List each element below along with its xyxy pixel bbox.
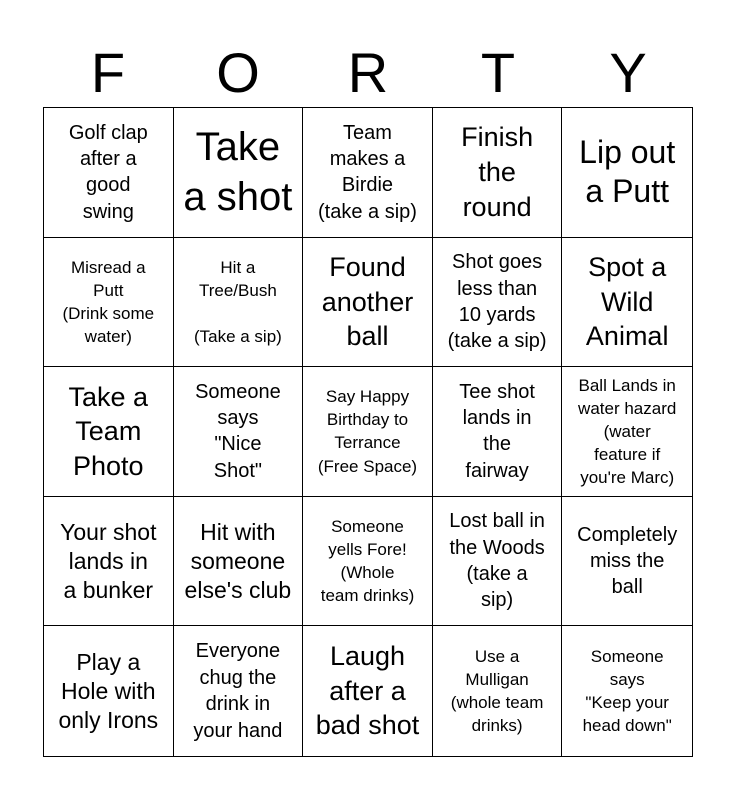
bingo-cell-text: Lost ball in the Woods (take a sip) bbox=[449, 510, 545, 612]
bingo-cell-text: Take a Team Photo bbox=[68, 381, 149, 481]
bingo-cell-text: Someone yells Fore! (Whole team drinks) bbox=[320, 516, 415, 606]
bingo-header bbox=[43, 40, 693, 106]
bingo-cell-text: Hit a Tree/Bush (Take a sip) bbox=[193, 257, 282, 346]
header-letter-r: R bbox=[347, 41, 389, 104]
bingo-cell[interactable] bbox=[303, 626, 433, 756]
bingo-cell-text: Found another ball bbox=[321, 252, 414, 352]
bingo-cell[interactable] bbox=[562, 238, 692, 368]
bingo-cell[interactable] bbox=[174, 108, 304, 238]
bingo-cell-text: Team makes a Birdie (take a sip) bbox=[318, 121, 417, 223]
header-letter-y: Y bbox=[609, 41, 647, 104]
bingo-cell[interactable] bbox=[44, 108, 174, 238]
bingo-cell[interactable] bbox=[174, 367, 304, 497]
bingo-cell-text: Shot goes less than 10 yards (take a sip) bbox=[447, 251, 547, 353]
bingo-cell[interactable] bbox=[303, 238, 433, 368]
bingo-cell[interactable] bbox=[433, 497, 563, 627]
bingo-cell[interactable] bbox=[303, 108, 433, 238]
bingo-cell-text: Say Happy Birthday to Terrance (Free Space) bbox=[317, 387, 418, 476]
bingo-cell[interactable] bbox=[433, 626, 563, 756]
bingo-cell-text: Golf clap after a good swing bbox=[68, 121, 148, 223]
bingo-cell[interactable] bbox=[44, 238, 174, 368]
bingo-cell[interactable] bbox=[174, 238, 304, 368]
bingo-cell-text: Tee shot lands in the fairway bbox=[459, 380, 535, 482]
bingo-cell-text: Completely miss the ball bbox=[577, 523, 678, 599]
bingo-cell-text: Use a Mulligan (whole team drinks) bbox=[450, 646, 544, 736]
bingo-cell[interactable] bbox=[562, 497, 692, 627]
bingo-cell-text: Ball Lands in water hazard (water feature if you're Marc) bbox=[578, 375, 677, 488]
bingo-cell-text: Lip out a Putt bbox=[579, 134, 676, 210]
bingo-cell-text: Play a Hole with only Irons bbox=[58, 648, 159, 733]
bingo-cell[interactable] bbox=[44, 626, 174, 756]
bingo-cell[interactable] bbox=[303, 497, 433, 627]
bingo-cell[interactable] bbox=[562, 367, 692, 497]
bingo-cell-text: Spot a Wild Animal bbox=[585, 252, 669, 352]
bingo-cell-text: Someone says "Keep your head down" bbox=[582, 646, 672, 736]
bingo-cell-text: Finish the round bbox=[461, 122, 534, 222]
bingo-cell[interactable] bbox=[303, 367, 433, 497]
bingo-cell-text: Hit with someone else's club bbox=[184, 518, 292, 603]
bingo-cell[interactable] bbox=[174, 497, 304, 627]
bingo-cell-text: Your shot lands in a bunker bbox=[60, 518, 157, 603]
header-letter-o: O bbox=[216, 41, 260, 104]
header-letter-f: F bbox=[90, 41, 126, 104]
bingo-cell[interactable] bbox=[433, 238, 563, 368]
bingo-cell-text: Take a shot bbox=[183, 125, 293, 220]
bingo-cell[interactable] bbox=[562, 626, 692, 756]
bingo-cell[interactable] bbox=[562, 108, 692, 238]
bingo-board bbox=[43, 107, 693, 757]
header-letter-t: T bbox=[480, 41, 516, 104]
bingo-cell-text: Everyone chug the drink in your hand bbox=[193, 640, 283, 742]
bingo-cell[interactable] bbox=[44, 367, 174, 497]
bingo-cell-text: Someone says "Nice Shot" bbox=[195, 380, 281, 482]
bingo-cell[interactable] bbox=[433, 367, 563, 497]
bingo-cell[interactable] bbox=[433, 108, 563, 238]
bingo-cell[interactable] bbox=[44, 497, 174, 627]
bingo-cell[interactable] bbox=[174, 626, 304, 756]
bingo-cell-text: Misread a Putt (Drink some water) bbox=[62, 257, 155, 346]
bingo-cell-text: Laugh after a bad shot bbox=[315, 641, 420, 741]
